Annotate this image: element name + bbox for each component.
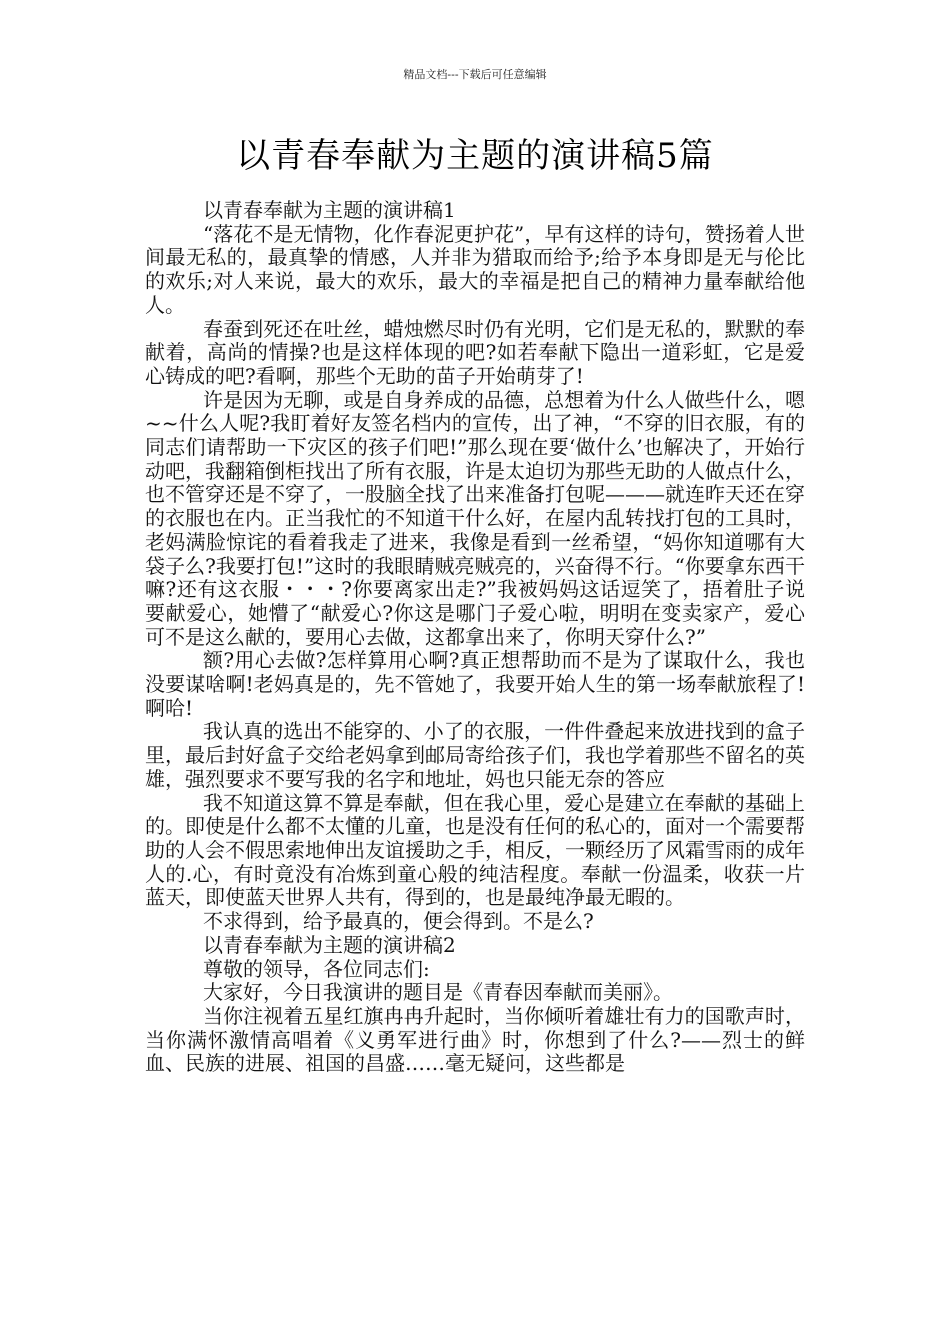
paragraph: 尊敬的领导，各位同志们: bbox=[203, 956, 430, 981]
paragraph: 春蚕到死还在吐丝，蜡烛燃尽时仍有光明，它们是无私的，默默的奉献着，高尚的情操?也是这样体现的吧?如若奉献下隐出一道彩虹，它是爱心铸成的吧?看啊，那些个无助的苗子开始萌芽了! bbox=[145, 316, 805, 388]
paragraph: 当你注视着五星红旗冉冉升起时，当你倾听着雄壮有力的国歌声时，当你满怀激情高唱着《义勇军进行曲》时，你想到了什么?——烈士的鲜血、民族的进展、祖国的昌盛……毫无疑问，这些都是 bbox=[145, 1003, 805, 1076]
paragraph: 我不知道这算不算是奉献，但在我心里，爱心是建立在奉献的基础上的。即使是什么都不太懂的儿童，也是没有任何的私心的，面对一个需要帮助的人会不假思索地伸出友谊援助之手，相反，一颗经历了风霜雪雨的成年人的.心，有时竟没有冶炼到童心般的纯洁程度。奉献一份温柔，收获一片蓝天，即使蓝天世界人共有，得到的，也是最纯净最无暇的。 bbox=[145, 790, 805, 910]
paragraph: 我认真的选出不能穿的、小了的衣服，一件件叠起来放进找到的盒子里，最后封好盒子交给老妈拿到邮局寄给孩子们，我也学着那些不留名的英雄，强烈要求不要写我的名字和地址，妈也只能无奈的答应 bbox=[145, 719, 805, 791]
document-title: 以青春奉献为主题的演讲稿5篇 bbox=[236, 136, 714, 176]
paragraph: 不求得到，给予最真的，便会得到。不是么? bbox=[203, 909, 594, 934]
paragraph: “落花不是无情物，化作春泥更护花”，早有这样的诗句，赞扬着人世间最无私的，最真挚的情感，人并非为猎取而给予;给予本身即是无与伦比的欢乐;对人来说，最大的欢乐，最大的幸福是把自己的精神力量奉献给他人。 bbox=[145, 221, 805, 317]
section-heading: 以青春奉献为主题的演讲稿2 bbox=[203, 932, 456, 957]
paragraph: 大家好，今日我演讲的题目是《青春因奉献而美丽》。 bbox=[203, 980, 673, 1005]
paragraph: 额?用心去做?怎样算用心啊?真正想帮助而不是为了谋取什么，我也没要谋啥啊!老妈真是的，先不管她了，我要开始人生的第一场奉献旅程了!啊哈! bbox=[145, 648, 805, 720]
paragraph: 许是因为无聊，或是自身养成的品德，总想着为什么人做些什么，嗯~~什么人呢?我盯着好友签名档内的宣传，出了神，“不穿的旧衣服，有的同志们请帮助一下灾区的孩子们吧!”那么现在要‘做什么’也解决了，开始行动吧，我翻箱倒柜找出了所有衣服，许是太迫切为那些无助的人做点什么，也不管穿还是不穿了，一股脑全找了出来准备打包呢———就连昨天还在穿的衣服也在内。正当我忙的不知道干什么好，在屋内乱转找打包的工具时，老妈满脸惊诧的看着我走了进来，我像是看到一丝希望，“妈你知道哪有大袋子么?我要打包!”这时的我眼睛贼亮贼亮的，兴奋得不行。“你要拿东西干嘛?还有这衣服・・・?你要离家出走?”我被妈妈这话逗笑了，捂着肚子说要献爱心，她懵了“献爱心?你这是哪门子爱心啦，明明在变卖家产，爱心可不是这么献的，要用心去做，这都拿出来了，你明天穿什么?” bbox=[145, 387, 805, 649]
section-heading: 以青春奉献为主题的演讲稿1 bbox=[203, 198, 456, 222]
document-body bbox=[145, 199, 805, 1076]
page-header: 精品文档---下载后可任意编辑 bbox=[403, 68, 547, 81]
